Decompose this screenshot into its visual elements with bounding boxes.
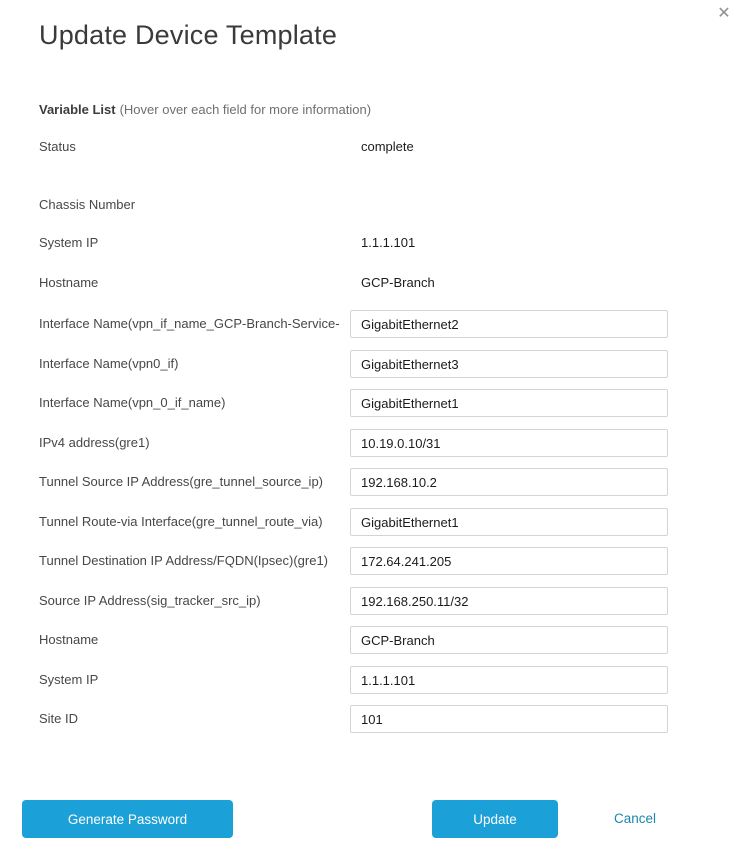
field-row-system-ip <box>0 666 752 694</box>
interface-name-vpn-0-if-name-input[interactable] <box>350 389 668 417</box>
interface-name-service-vpn-input[interactable] <box>350 310 668 338</box>
field-label: Interface Name(vpn_if_name_GCP-Branch-Service- <box>39 316 340 331</box>
field-row-tunnel-destination-ip <box>0 547 752 575</box>
field-label: Tunnel Route-via Interface(gre_tunnel_route_via) <box>39 514 323 529</box>
generate-password-button[interactable]: Generate Password <box>22 800 233 838</box>
field-label: Chassis Number <box>39 197 136 212</box>
field-row-hostname-static <box>0 269 752 297</box>
field-row-ipv4-address-gre1 <box>0 429 752 457</box>
hostname-input[interactable] <box>350 626 668 654</box>
source-ip-sig-tracker-input[interactable] <box>350 587 668 615</box>
site-id-input[interactable] <box>350 705 668 733</box>
field-label: System IP <box>39 235 99 250</box>
field-row-tunnel-route-via <box>0 508 752 536</box>
field-row-chassis-number <box>0 191 752 219</box>
field-label: Status <box>39 139 76 154</box>
field-label: Tunnel Source IP Address(gre_tunnel_source_ip) <box>39 474 324 489</box>
cancel-link[interactable]: Cancel <box>614 811 657 826</box>
variable-list-hint: (Hover over each field for more information) <box>119 102 372 117</box>
variable-list-heading: Variable List <box>39 102 116 117</box>
field-label: Hostname <box>39 275 99 290</box>
update-button[interactable]: Update <box>432 800 558 838</box>
field-row-status <box>0 133 752 161</box>
field-row-system-ip-static <box>0 229 752 257</box>
tunnel-destination-ip-input[interactable] <box>350 547 668 575</box>
system-ip-input[interactable] <box>350 666 668 694</box>
field-value-static: complete <box>361 139 414 154</box>
field-row-tunnel-source-ip <box>0 468 752 496</box>
field-label: System IP <box>39 672 99 687</box>
tunnel-route-via-input[interactable] <box>350 508 668 536</box>
field-label: IPv4 address(gre1) <box>39 435 150 450</box>
ipv4-address-gre1-input[interactable] <box>350 429 668 457</box>
variable-list-header <box>39 102 371 117</box>
field-row-interface-name-service-vpn <box>0 310 752 338</box>
field-label: Site ID <box>39 711 79 726</box>
interface-name-vpn0-if-input[interactable] <box>350 350 668 378</box>
field-label: Source IP Address(sig_tracker_src_ip) <box>39 593 261 608</box>
field-label: Interface Name(vpn_0_if_name) <box>39 395 226 410</box>
field-row-interface-name-vpn-0-if-name <box>0 389 752 417</box>
field-row-interface-name-vpn0-if <box>0 350 752 378</box>
field-row-hostname <box>0 626 752 654</box>
field-value-static <box>350 191 668 219</box>
tunnel-source-ip-input[interactable] <box>350 468 668 496</box>
field-label: Interface Name(vpn0_if) <box>39 356 179 371</box>
field-value-static: 1.1.1.101 <box>361 235 416 250</box>
field-row-source-ip-sig-tracker <box>0 587 752 615</box>
field-value-static: GCP-Branch <box>361 275 435 290</box>
page-title: Update Device Template <box>39 20 338 50</box>
field-row-site-id <box>0 705 752 733</box>
field-label: Hostname <box>39 632 99 647</box>
close-icon[interactable]: ✕ <box>717 5 731 22</box>
field-label: Tunnel Destination IP Address/FQDN(Ipsec)(gre1) <box>39 553 329 568</box>
